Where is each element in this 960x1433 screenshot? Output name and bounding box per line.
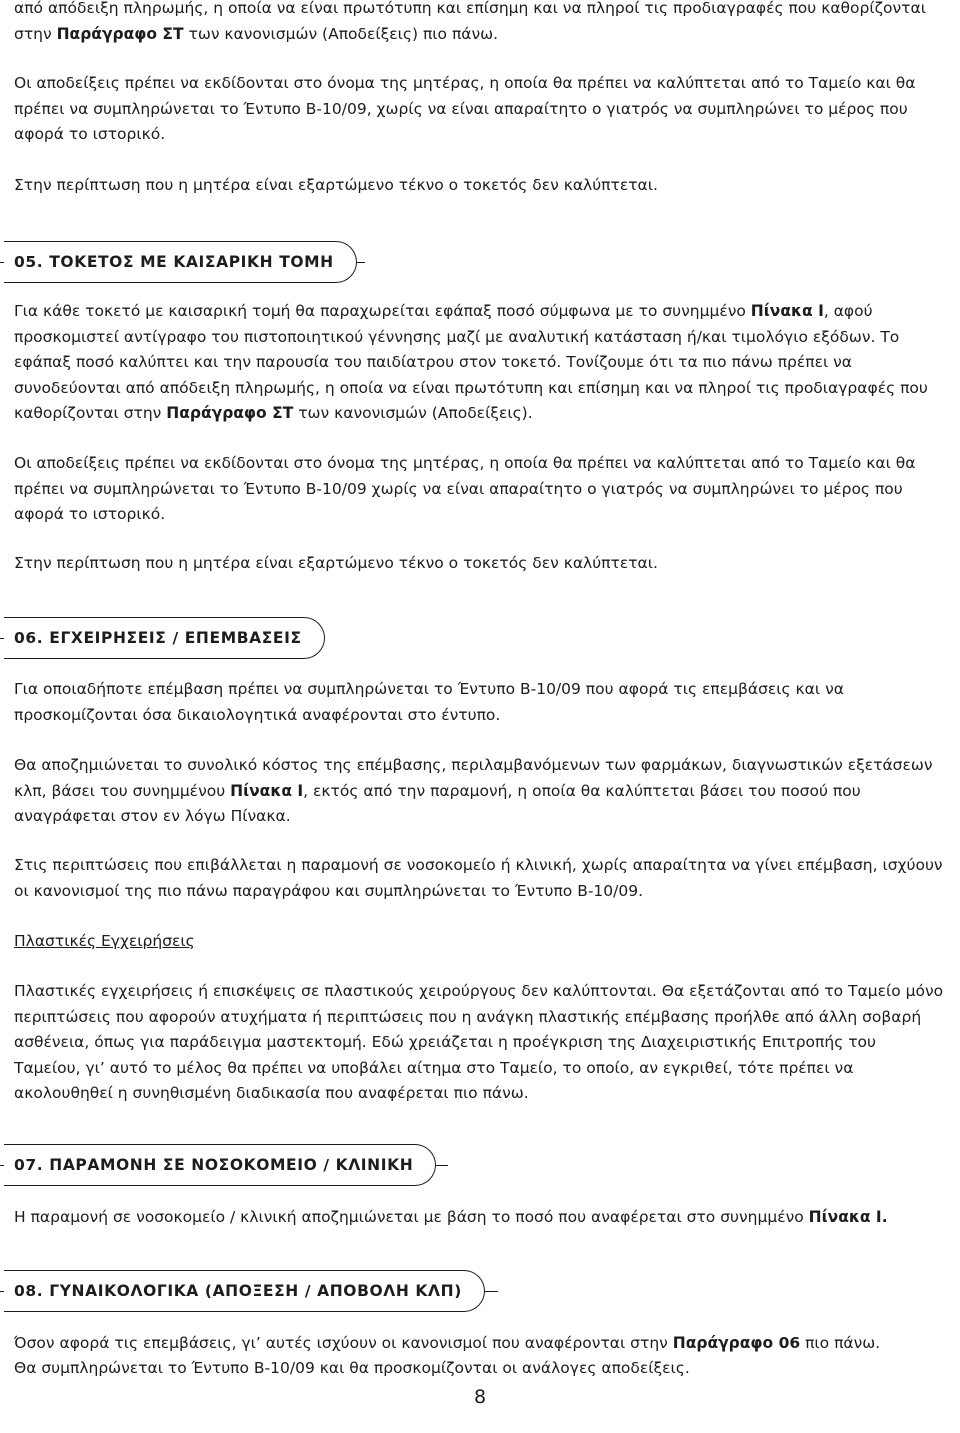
page-number: 8 [473, 1386, 487, 1408]
paragraph-hospital-stay-rules: Στις περιπτώσεις που επιβάλλεται η παραμονή σε νοσοκομείο ή κλινική, χωρίς απαραίτητα να γίνει επέμβαση, ισχύουν οι κανονισμοί της πιο πάνω παραγράφου και συμπληρώνεται το Έντυπο Β-10/09. [14, 856, 943, 900]
paragraph-caesarean [14, 299, 946, 427]
paragraph-receipts-name-05: Οι αποδείξεις πρέπει να εκδίδονται στο όνομα της μητέρας, η οποία θα πρέπει να καλύπτεται από το Ταμείο και θα πρέπει να συμπληρώνεται το Έντυπο Β-10/09 χωρίς να είναι απαραίτητο ο γιατρός να συμπληρώνει το μέρος που αφορά το ιστορικό. [14, 454, 916, 523]
paragraph-dependent-child-05: Στην περίπτωση που η μητέρα είναι εξαρτώμενο τέκνο ο τοκετός δεν καλύπτεται. [14, 554, 658, 572]
section-title-08: 08. ΓΥΝΑΙΚΟΛΟΓΙΚΑ (ΑΠΟΞΕΣΗ / ΑΠΟΒΟΛΗ ΚΛΠ) [4, 1270, 485, 1312]
section-title-05: 05. ΤΟΚΕΤΟΣ ΜΕ ΚΑΙΣΑΡΙΚΗ ΤΟΜΗ [4, 241, 357, 283]
paragraph-continuation [14, 0, 946, 47]
text-run: των κανονισμών (Αποδείξεις). [293, 404, 533, 422]
section-heading-05 [0, 241, 365, 285]
section-title-07: 07. ΠΑΡΑΜΟΝΗ ΣΕ ΝΟΣΟΚΟΜΕΙΟ / ΚΛΙΝΙΚΗ [4, 1144, 436, 1186]
text-run: των κανονισμών (Αποδείξεις) πιο πάνω. [183, 24, 499, 43]
paragraph-receipts-name: Οι αποδείξεις πρέπει να εκδίδονται στο όνομα της μητέρας, η οποία θα πρέπει να καλύπτεται από το Ταμείο και θα πρέπει να συμπληρώνεται το Έντυπο Β-10/09, χωρίς να είναι απαραίτητο ο γιατρός να συμπληρώνει το μέρος που αφορά το ιστορικό. [14, 74, 916, 143]
paragraph-operations-form: Για οποιαδήποτε επέμβαση πρέπει να συμπληρώνεται το Έντυπο Β-10/09 που αφορά τις επεμβάσεις και να προσκομίζονται όσα δικαιολογητικά αναφέρονται στο έντυπο. [14, 680, 844, 724]
paragraph-dependent-child: Στην περίπτωση που η μητέρα είναι εξαρτώμενο τέκνο ο τοκετός δεν καλύπτεται. [14, 176, 658, 194]
text-run: , αφού προσκομιστεί αντίγραφο του πιστοποιητικού γέννησης μαζί με αναλυτική κατάσταση ή/και τιμολόγιο εξόδων. Το εφάπαξ ποσό καλύπτει και την παρουσία του παιδίατρου στον τοκετό. Τονίζουμε ότι τα πιο πάνω πρέπει να συνοδεύονται από απόδειξη πληρωμής, η οποία να είναι πρωτότυπη και επίσημη και να πληροί τις προδιαγραφές που καθορίζονται στην [14, 302, 928, 422]
section-heading-06 [0, 617, 325, 661]
text-run: Η παραμονή σε νοσοκομείο / κλινική αποζημιώνεται με βάση το ποσό που αναφέρεται στο συνημμένο [14, 1208, 809, 1226]
text-run: Θα αποζημιώνεται το συνολικό κόστος της επέμβασης, περιλαμβανόμενων των φαρμάκων, διαγνωστικών εξετάσεων κλπ, βάσει του συνημμένου [14, 756, 933, 800]
reference-paragraph-06: Παράγραφο 06 [672, 1334, 801, 1352]
section-heading-08 [0, 1270, 498, 1314]
paragraph-plastic-surgery: Πλαστικές εγχειρήσεις ή επισκέψεις σε πλαστικούς χειρούργους δεν καλύπτονται. Θα εξετάζονται από το Ταμείο μόνο περιπτώσεις που αφορούν ατυχήματα ή περιπτώσεις που η ανάγκη πλαστικής επέμβασης προήλθε από άλλη σοβαρή ασθένεια, όπως για παράδειγμα μαστεκτομή. Εδώ χρειάζεται η προέγκριση της Διαχειριστικής Επιτροπής του Ταμείου, γι’ αυτό το μέλος θα πρέπει να υποβάλει αίτημα στο Ταμείο, το οποίο, αν εγκριθεί, τότε πρέπει να ακολουθηθεί η συνηθισμένη διαδικασία που αναφέρεται πιο πάνω. [14, 982, 944, 1102]
text-run: Όσον αφορά τις επεμβάσεις, γι’ αυτές ισχύουν οι κανονισμοί που αναφέρονται στην [14, 1334, 673, 1352]
paragraph-hospital-stay [14, 1205, 946, 1231]
section-title-06: 06. ΕΓΧΕΙΡΗΣΕΙΣ / ΕΠΕΜΒΑΣΕΙΣ [4, 617, 325, 659]
text-run: . [881, 1208, 888, 1226]
text-run: πιο πάνω. [800, 1334, 881, 1352]
text-run: , εκτός από την παραμονή, η οποία θα καλύπτεται βάσει του ποσού που αναγράφεται στον εν λόγω Πίνακα. [14, 781, 861, 825]
text-run: Για κάθε τοκετό με καισαρική τομή θα παραχωρείται εφάπαξ ποσό σύμφωνα με το συνημμένο [14, 302, 751, 320]
reference-paragraph-st: Παράγραφο ΣΤ [56, 24, 184, 43]
section-heading-07 [0, 1144, 448, 1188]
reference-table-i: Πίνακα Ι [808, 1208, 882, 1226]
reference-table-i: Πίνακα Ι [750, 302, 824, 320]
paragraph-gynaecology-rules [14, 1331, 946, 1357]
subheading-plastic-surgery: Πλαστικές Εγχειρήσεις [14, 932, 195, 950]
paragraph-gynaecology-form: Θα συμπληρώνεται το Έντυπο Β-10/09 και θα προσκομίζονται οι ανάλογες αποδείξεις. [14, 1359, 690, 1377]
reference-paragraph-st: Παράγραφο ΣΤ [166, 404, 294, 422]
paragraph-operations-cost [14, 753, 946, 830]
text-run: από απόδειξη πληρωμής, η οποία να είναι πρωτότυπη και επίσημη και να πληροί τις προδιαγραφές που καθορίζονται στην [14, 0, 926, 43]
reference-table-i: Πίνακα Ι [230, 781, 304, 800]
